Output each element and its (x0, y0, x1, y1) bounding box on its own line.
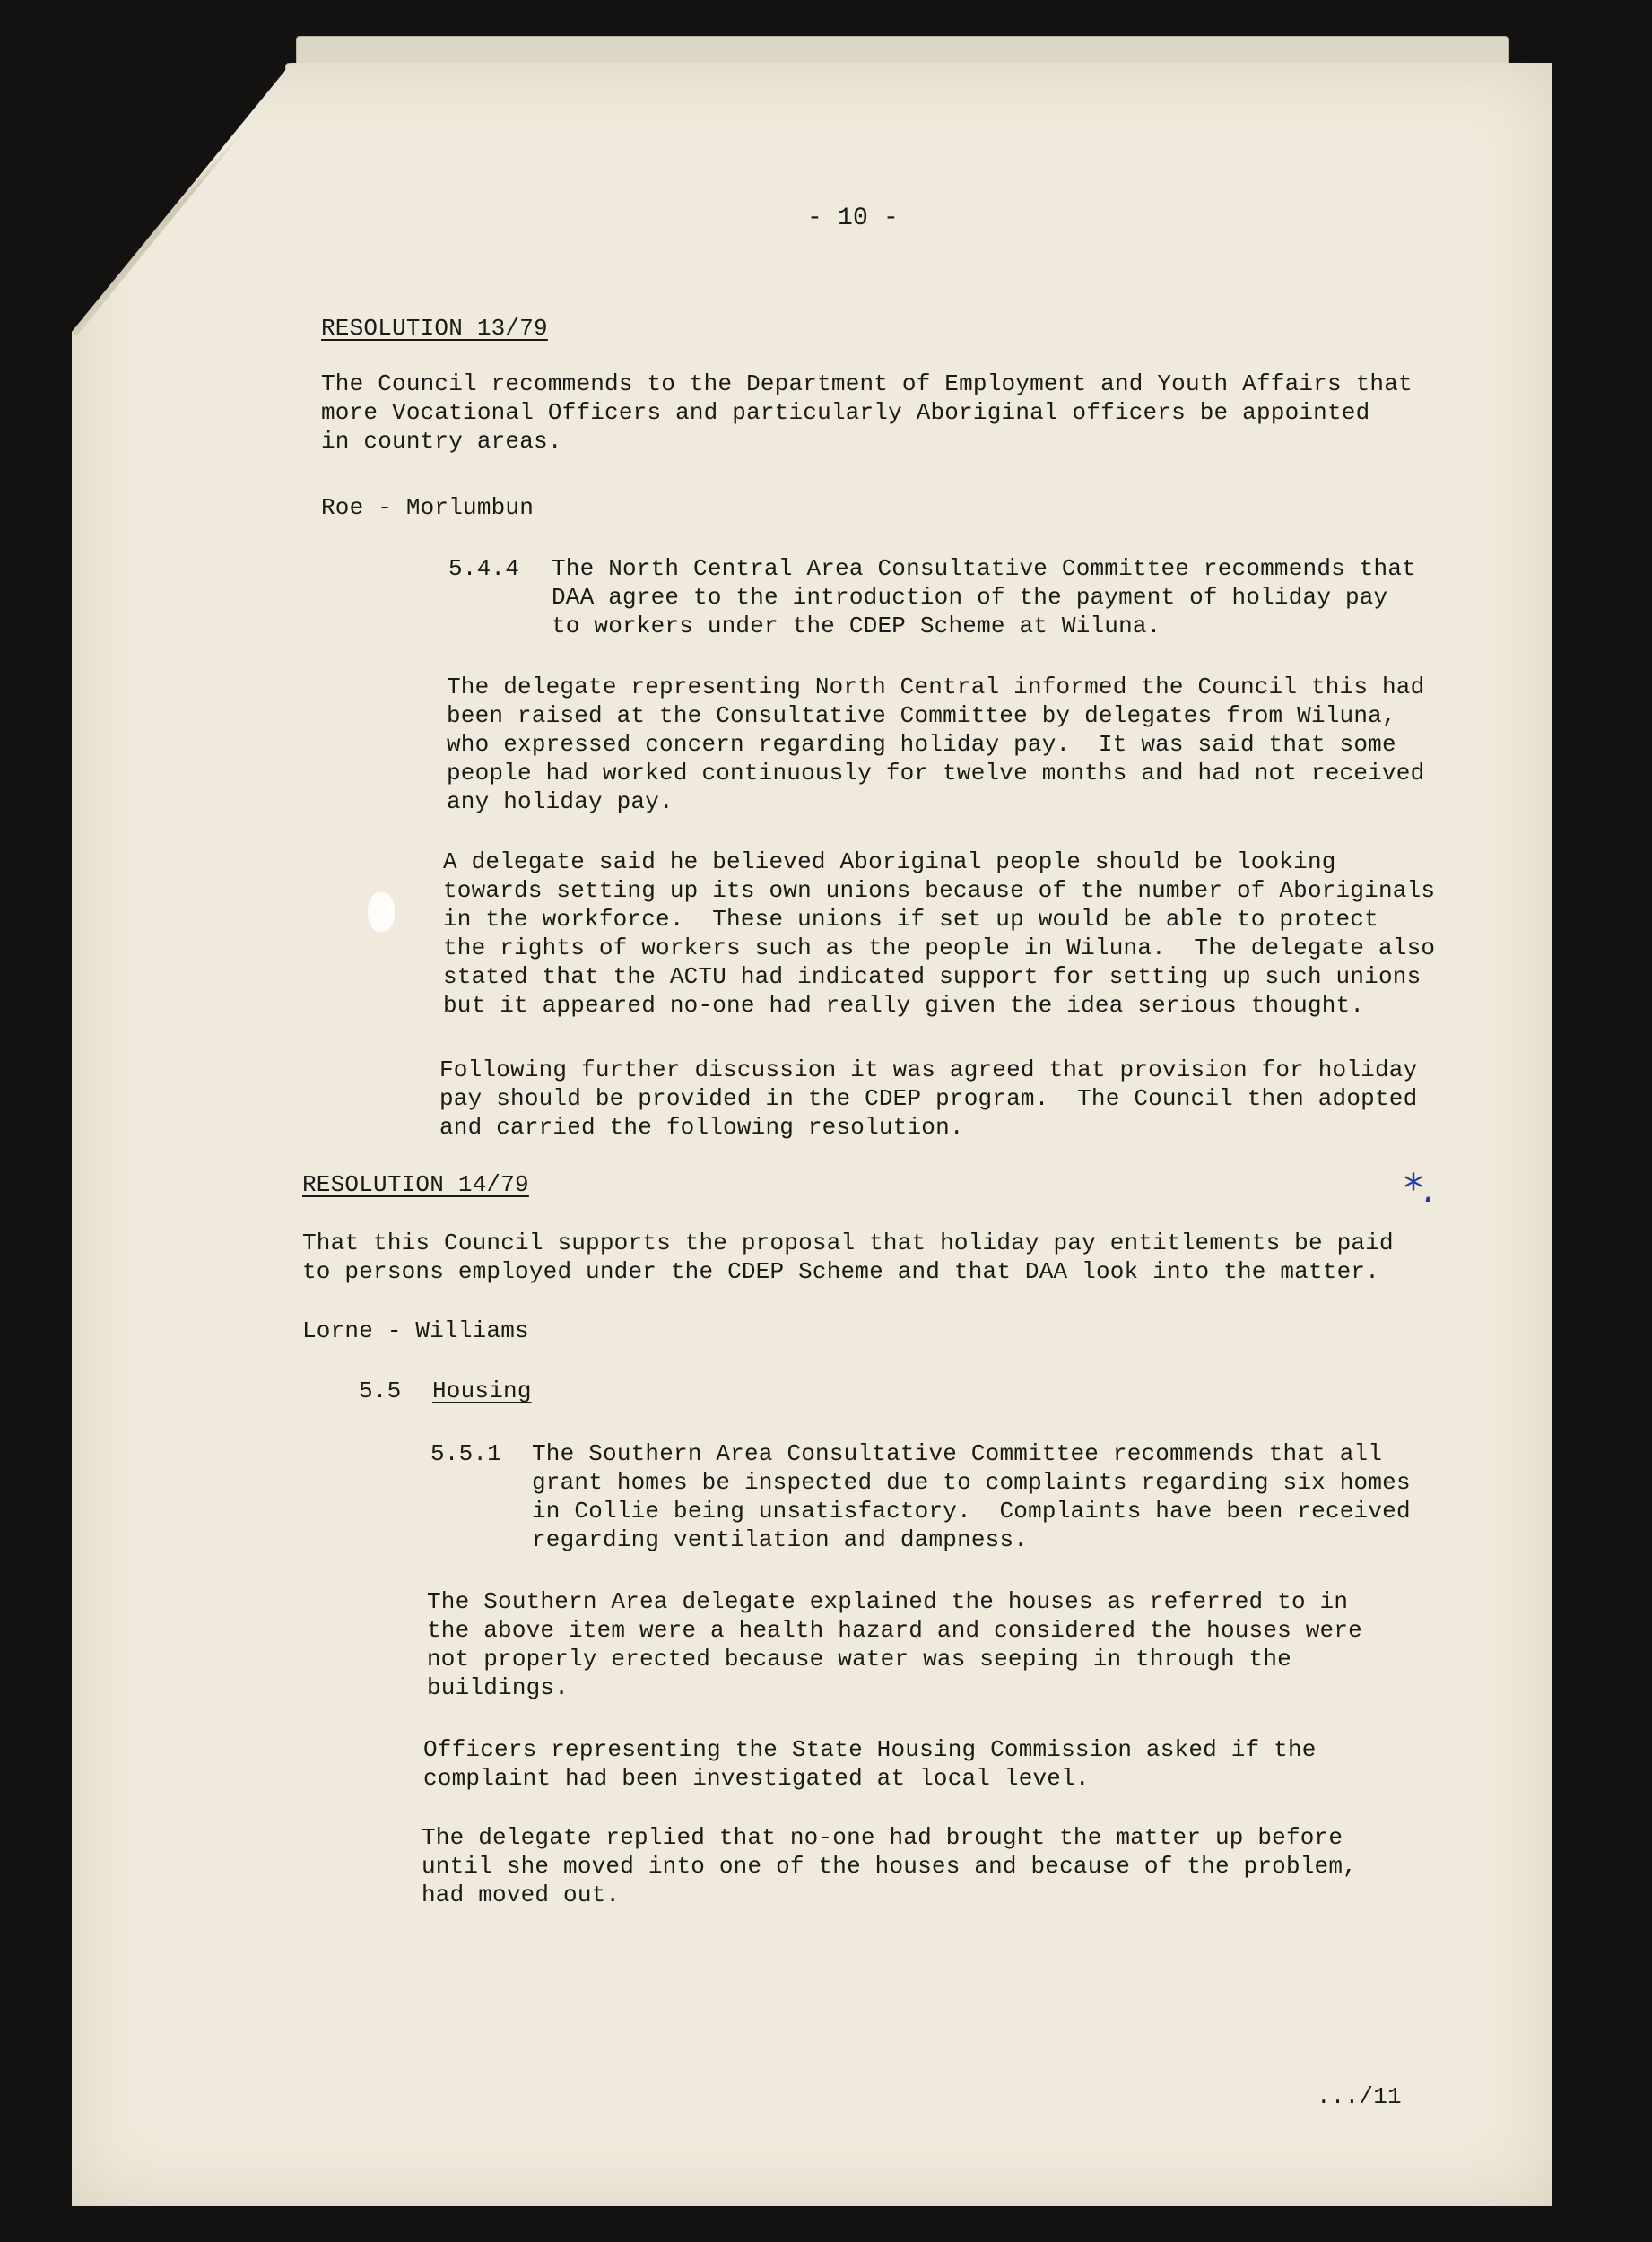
item-551-para-2: Officers representing the State Housing Commission asked if the complaint had been investigated at local level. (423, 1736, 1317, 1792)
item-544-para-2: A delegate said he believed Aboriginal people should be looking towards setting up its own unions because of the number of Aboriginals in the workforce. These unions if set up would be able to protect the rights of workers such as the people in Wiluna. The delegate also stated that the ACTU had indicated support for setting up such unions but it appeared no-one had really given the idea serious thought. (443, 848, 1436, 1019)
paper-blemish (368, 892, 395, 932)
item-544-number: 5.4.4 (448, 555, 520, 582)
continuation-marker: .../11 (1317, 2083, 1402, 2110)
section-55-number: 5.5 (359, 1377, 402, 1404)
section-55-title: Housing (432, 1377, 532, 1404)
item-551-para-1: The Southern Area delegate explained the houses as referred to in the above item were a health hazard and considered the houses were not properly erected because water was seeping in through the buildings. (427, 1588, 1362, 1701)
item-544-para-3: Following further discussion it was agreed that provision for holiday pay should be provided in the CDEP program. The Council then adopted and carried the following resolution. (439, 1056, 1418, 1141)
resolution-13-heading: RESOLUTION 13/79 (321, 315, 548, 342)
resolution-13-text: The Council recommends to the Department of Employment and Youth Affairs that more Vocational Officers and particularly Aboriginal officers be appointed in country areas. (321, 370, 1413, 455)
resolution-14-movers: Lorne - Williams (302, 1317, 529, 1344)
page-number: - 10 - (807, 204, 900, 232)
item-544-text: The North Central Area Consultative Committee recommends that DAA agree to the introduction of the payment of holiday pay to workers under the CDEP Scheme at Wiluna. (552, 555, 1416, 639)
item-551-text: The Southern Area Consultative Committee recommends that all grant homes be inspected due to complaints regarding six homes in Collie being unsatisfactory. Complaints have been received regarding ventilation and dampness. (532, 1440, 1411, 1553)
resolution-13-movers: Roe - Morlumbun (321, 494, 535, 521)
handwritten-asterisk-mark: *. (1404, 1166, 1436, 1212)
resolution-14-text: That this Council supports the proposal that holiday pay entitlements be paid to persons employed under the CDEP Scheme and that DAA look into the matter. (302, 1230, 1394, 1285)
resolution-14-heading: RESOLUTION 14/79 (302, 1171, 529, 1198)
item-551-para-3: The delegate replied that no-one had brought the matter up before until she moved into one of the houses and because of the problem, had moved out. (422, 1824, 1357, 1908)
item-551-number: 5.5.1 (430, 1440, 502, 1467)
item-544-para-1: The delegate representing North Central informed the Council this had been raised at the Consultative Committee by delegates from Wiluna, who expressed concern regarding holiday pay. It was said that some people had worked continuously for twelve months and had not received any holiday pay. (447, 673, 1425, 815)
